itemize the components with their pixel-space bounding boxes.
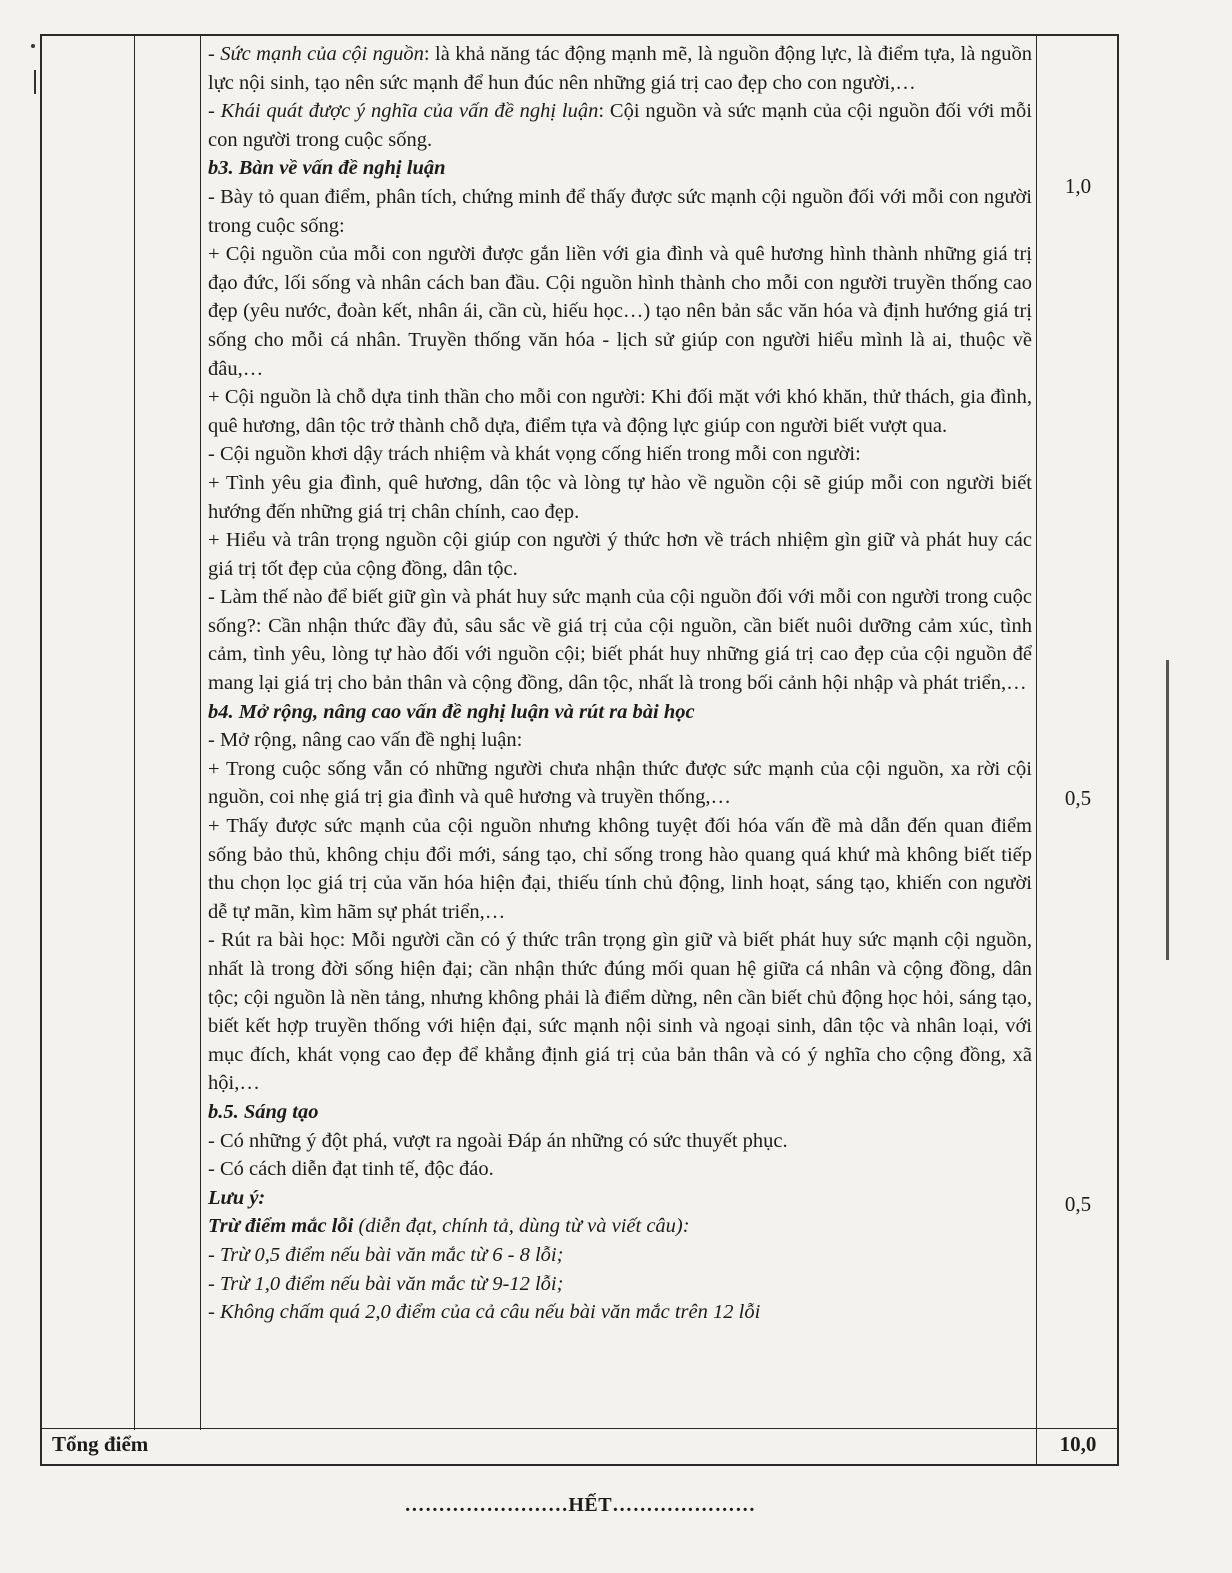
note-line: Trừ điểm mắc lỗi (diễn đạt, chính tả, dùng từ và viết câu): — [208, 1215, 690, 1238]
section-heading-b3: b3. Bàn về vấn đề nghị luận — [208, 157, 446, 180]
paragraph: - Có cách diễn đạt tinh tế, độc đáo. — [208, 1158, 494, 1181]
end-marker: ……………………HẾT………………… — [404, 1494, 756, 1516]
note-line: - Trừ 0,5 điểm nếu bài văn mắc từ 6 - 8 lỗi; — [208, 1243, 564, 1266]
column-divider — [134, 36, 135, 1430]
note-line: - Trừ 1,0 điểm nếu bài văn mắc từ 9-12 lỗi; — [208, 1272, 564, 1295]
score-b5: 0,5 — [1064, 1192, 1092, 1216]
paragraph: - Khái quát được ý nghĩa của vấn đề nghị luận: Cội nguồn và sức mạnh của cội nguồn đối với mỗi con người trong cuộc sống. — [208, 100, 1033, 151]
paragraph: - Cội nguồn khơi dậy trách nhiệm và khát vọng cống hiến trong mỗi con người: — [208, 443, 861, 466]
paragraph: + Trong cuộc sống vẫn có những người chưa nhận thức được sức mạnh của cội nguồn, xa rời cội nguồn, coi nhẹ giá trị gia đình và quê hương và truyền thống,… — [208, 757, 1032, 809]
paragraph: - Sức mạnh của cội nguồn: là khả năng tác động mạnh mẽ, là nguồn động lực, là điểm tựa, là nguồn lực nội sinh, tạo nên sức mạnh để hun đúc nên những giá trị cao đẹp cho con người,… — [208, 43, 1033, 94]
score-b4: 0,5 — [1064, 786, 1092, 810]
total-label: Tổng điểm — [52, 1432, 149, 1456]
scan-dot — [31, 44, 35, 48]
paragraph: - Có những ý đột phá, vượt ra ngoài Đáp án những có sức thuyết phục. — [208, 1129, 788, 1152]
paragraph: - Bày tỏ quan điểm, phân tích, chứng minh để thấy được sức mạnh cội nguồn đối với mỗi con người trong cuộc sống: — [208, 185, 1032, 237]
note-heading: Lưu ý: — [208, 1186, 266, 1209]
score-b3: 1,0 — [1064, 174, 1092, 198]
paragraph: + Tình yêu gia đình, quê hương, dân tộc và lòng tự hào về nguồn cội sẽ giúp mỗi con người biết hướng đến những giá trị chân chính, cao đẹp. — [208, 471, 1032, 523]
paragraph: - Rút ra bài học: Mỗi người cần có ý thức trân trọng gìn giữ và biết phát huy sức mạnh cội nguồn, nhất là trong đời sống hiện đại; cần nhận thức đúng mối quan hệ giữa cá nhân và cộng đồng, dân tộc; cội nguồn là nền tảng, nhưng không phải là điểm dừng, nên cần biết chủ động học hỏi, sáng tạo, biết kết hợp truyền thống với hiện đại, sức mạnh nội sinh và ngoại sinh, dân tộc và nhân loại, với mục đích, khát vọng cao đẹp để khẳng định giá trị của bản thân và có ý nghĩa cho cộng đồng, xã hội,… — [208, 929, 1032, 1095]
note-line: - Không chấm quá 2,0 điểm của cả câu nếu bài văn mắc trên 12 lỗi — [208, 1301, 761, 1324]
paragraph: + Hiểu và trân trọng nguồn cội giúp con người ý thức hơn về trách nhiệm gìn giữ và phát huy các giá trị tốt đẹp của cộng đồng, dân tộc. — [208, 529, 1032, 580]
section-heading-b5: b.5. Sáng tạo — [208, 1100, 319, 1123]
scan-mark — [1166, 660, 1169, 960]
scan-mark — [34, 70, 36, 94]
paragraph: - Mở rộng, nâng cao vấn đề nghị luận: — [208, 729, 523, 752]
column-divider — [200, 36, 201, 1430]
paragraph: + Cội nguồn của mỗi con người được gắn liền với gia đình và quê hương hình thành những giá trị đạo đức, lối sống và nhân cách ban đầu. Cội nguồn hình thành cho mỗi con người truyền thống cao đẹp (yêu nước, đoàn kết, nhân ái, cần cù, hiếu học…) tạo nên bản sắc văn hóa và định hướng giá trị sống cho mỗi cá nhân. Truyền thống văn hóa - lịch sử giúp con người hiểu mình là ai, thuộc về đâu,… — [208, 243, 1032, 380]
section-heading-b4: b4. Mở rộng, nâng cao vấn đề nghị luận và rút ra bài học — [208, 700, 695, 723]
paragraph: + Thấy được sức mạnh của cội nguồn nhưng không tuyệt đối hóa vấn đề mà dẫn đến quan điểm sống bảo thủ, không chịu đổi mới, sáng tạo, chỉ sống trong hào quang quá khứ mà không biết tiếp thu chọn lọc giá trị của văn hóa hiện đại, thiếu tính chủ động, linh hoạt, sáng tạo, khiến con người dễ tự mãn, kìm hãm sự phát triển,… — [208, 815, 1032, 923]
column-divider — [1036, 36, 1037, 1466]
row-divider — [42, 1428, 1117, 1429]
grading-content — [208, 40, 1032, 1327]
answer-table — [40, 34, 1119, 1466]
paragraph: + Cội nguồn là chỗ dựa tinh thần cho mỗi con người: Khi đối mặt với khó khăn, thử thách, gia đình, quê hương, dân tộc trở thành chỗ dựa, điểm tựa và động lực giúp con người biết vượt qua. — [208, 386, 1032, 437]
total-score: 10,0 — [1059, 1432, 1097, 1456]
paragraph: - Làm thế nào để biết giữ gìn và phát huy sức mạnh của cội nguồn đối với mỗi con người trong cuộc sống?: Cần nhận thức đầy đủ, sâu sắc về giá trị của cội nguồn, cần biết nuôi dưỡng cảm xúc, tình cảm, tình yêu, lòng tự hào đối với nguồn cội; biết phát huy những giá trị cao đẹp của cội nguồn để mang lại giá trị cho bản thân và cộng đồng, dân tộc, nhất là trong bối cảnh hội nhập và phát triển,… — [208, 586, 1032, 695]
